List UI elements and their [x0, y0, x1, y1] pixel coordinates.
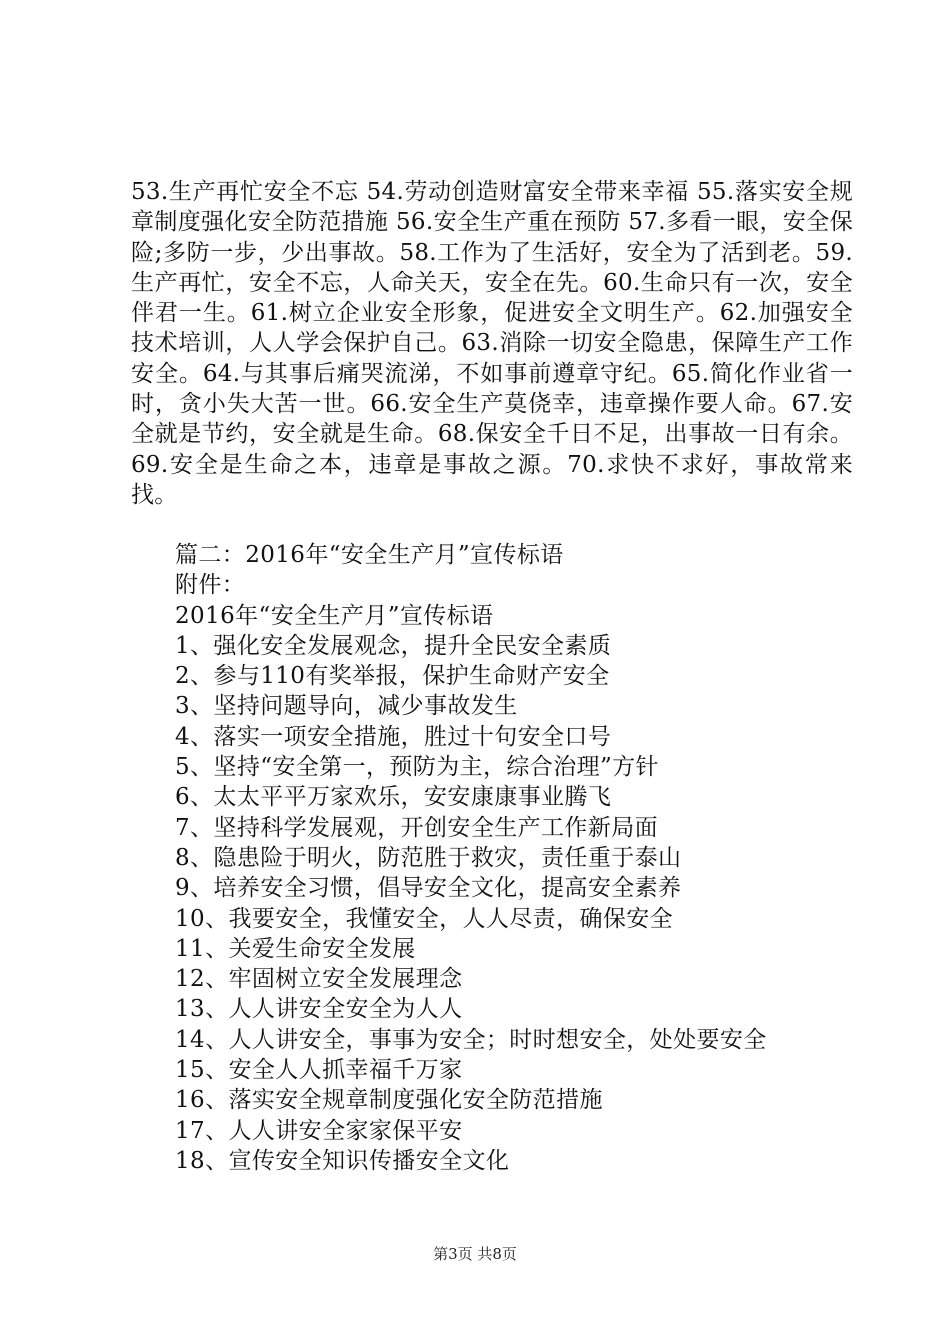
list-item: 4、落实一项安全措施，胜过十句安全口号 — [175, 723, 612, 750]
section-two — [175, 540, 875, 1176]
list-item: 11、关爱生命安全发展 — [175, 935, 416, 962]
list-item: 2、参与110有奖举报，保护生命财产安全 — [175, 663, 610, 690]
list-item: 10、我要安全，我懂安全，人人尽责，确保安全 — [175, 905, 674, 932]
page-number-footer: 第3页 共8页 — [433, 1245, 517, 1263]
list-item: 17、人人讲安全家家保平安 — [175, 1117, 463, 1144]
list-item: 8、隐患险于明火，防范胜于救灾，责任重于泰山 — [175, 844, 682, 871]
list-item: 5、坚持“安全第一，预防为主，综合治理”方针 — [175, 754, 659, 781]
slogan-paragraph: 53.生产再忙安全不忘 54.劳动创造财富安全带来幸福 55.落实安全规章制度强化安全防范措施 56.安全生产重在预防 57.多看一眼，安全保险;多防一步，少出事故。58.工作为了生活好，安全为了活到老。59.生产再忙，安全不忘，人命关天，安全在先。60.生命只有一次，安全伴君一生。61.树立企业安全形象，促进安全文明生产。62.加强安全技术培训，人人学会保护自己。63.消除一切安全隐患，保障生产工作安全。64.与其事后痛哭流涕，不如事前遵章守纪。65.简化作业省一时，贪小失大苦一世。66.安全生产莫侥幸，违章操作要人命。67.安全就是节约，安全就是生命。68.保安全千日不足，出事故一日有余。69.安全是生命之本，违章是事故之源。70.求快不求好，事故常来找。 — [131, 179, 853, 508]
list-item: 7、坚持科学发展观，开创安全生产工作新局面 — [175, 814, 659, 841]
attachment-label: 附件： — [175, 572, 246, 599]
list-item: 16、落实安全规章制度强化安全防范措施 — [175, 1087, 603, 1114]
list-item: 1、强化安全发展观念，提升全民安全素质 — [175, 632, 612, 659]
list-item: 9、培养安全习惯，倡导安全文化，提高安全素养 — [175, 875, 682, 902]
list-item: 13、人人讲安全安全为人人 — [175, 996, 463, 1023]
list-item: 12、牢固树立安全发展理念 — [175, 966, 463, 993]
section-heading: 篇二：2016年“安全生产月”宣传标语 — [175, 542, 564, 568]
section-subtitle: 2016年“安全生产月”宣传标语 — [175, 602, 494, 629]
list-item: 6、太太平平万家欢乐，安安康康事业腾飞 — [175, 784, 612, 811]
list-item: 15、安全人人抓幸福千万家 — [175, 1057, 463, 1084]
list-item: 18、宣传安全知识传播安全文化 — [175, 1147, 510, 1174]
list-item: 14、人人讲安全，事事为安全；时时想安全，处处要安全 — [175, 1026, 767, 1053]
list-item: 3、坚持问题导向，减少事故发生 — [175, 693, 518, 720]
